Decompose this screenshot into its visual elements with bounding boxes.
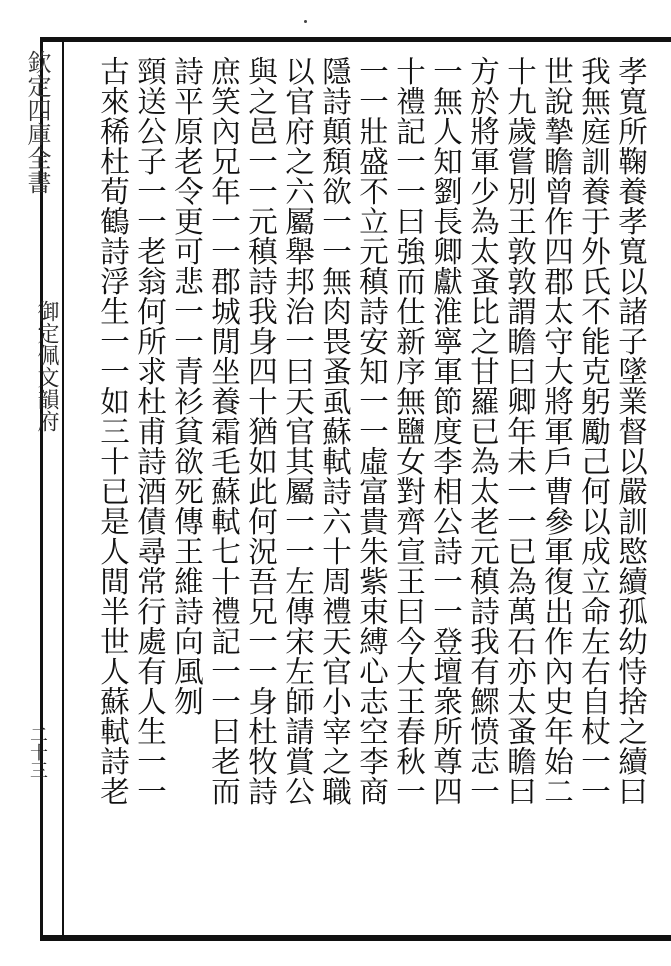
edge-title: 欽定四庫全書 bbox=[23, 50, 51, 194]
text-column: 庶笑內兄年一一郡城閒坐養霜毛蘇軾七十禮記一一曰老而 bbox=[207, 56, 241, 806]
text-column: 十禮記一一曰強而仕新序無鹽女對齊宣王曰今大王春秋一 bbox=[392, 56, 426, 806]
text-column: 一一壯盛不立元稹詩安知一一虛富貴朱紫束縛心志空李商 bbox=[355, 56, 389, 806]
bottom-border bbox=[40, 935, 671, 941]
text-column: 與之邑一一元稹詩我身四十猶如此何況吾兄一一身杜牧詩 bbox=[244, 56, 278, 806]
text-column: 孝寬所鞠養孝寬以諸子墜業督以嚴訓愍續孤幼恃捨之續曰 bbox=[614, 56, 648, 806]
spine-line bbox=[62, 37, 64, 941]
text-column: 詩平原老令更可悲一一青衫貧欲死傳王維詩向風刎 bbox=[170, 56, 204, 716]
text-column: 頸送公子一一老翁何所求杜甫詩酒債尋常行處有人生一一 bbox=[133, 56, 167, 806]
page-number: 二十三 bbox=[27, 725, 48, 779]
ink-speck bbox=[304, 20, 307, 23]
text-column: 以官府之六屬舉邦治一曰天官其屬一一左傳宋左師請賞公 bbox=[281, 56, 315, 806]
text-column: 十九歲嘗別王敦敦謂瞻曰卿年未一一已為萬石亦太蚤瞻曰 bbox=[503, 56, 537, 806]
top-border bbox=[40, 37, 671, 42]
text-column: 隱詩顛頽欲一一無肉畏蚤虱蘇軾詩六十周禮天官小宰之職 bbox=[318, 56, 352, 806]
text-column: 方於將軍少為太蚤比之甘羅已為太老元稹詩我有鰥愤志一 bbox=[466, 56, 500, 806]
text-column: 一無人知劉長卿獻淮寧軍節度李相公詩一一登壇衆所尊四 bbox=[429, 56, 463, 806]
text-column: 古來稀杜荀鶴詩浮生一一如三十已是人間半世人蘇軾詩老 bbox=[96, 56, 130, 806]
text-column: 世說摯瞻曾作四郡太守大將軍戶曹參軍復出作內史年始二 bbox=[540, 56, 574, 806]
text-column: 我無庭訓養于外氏不能克躬勵己何以成立命左右自杖一一 bbox=[577, 56, 611, 806]
book-title: 御定佩文韻府 bbox=[34, 300, 59, 432]
